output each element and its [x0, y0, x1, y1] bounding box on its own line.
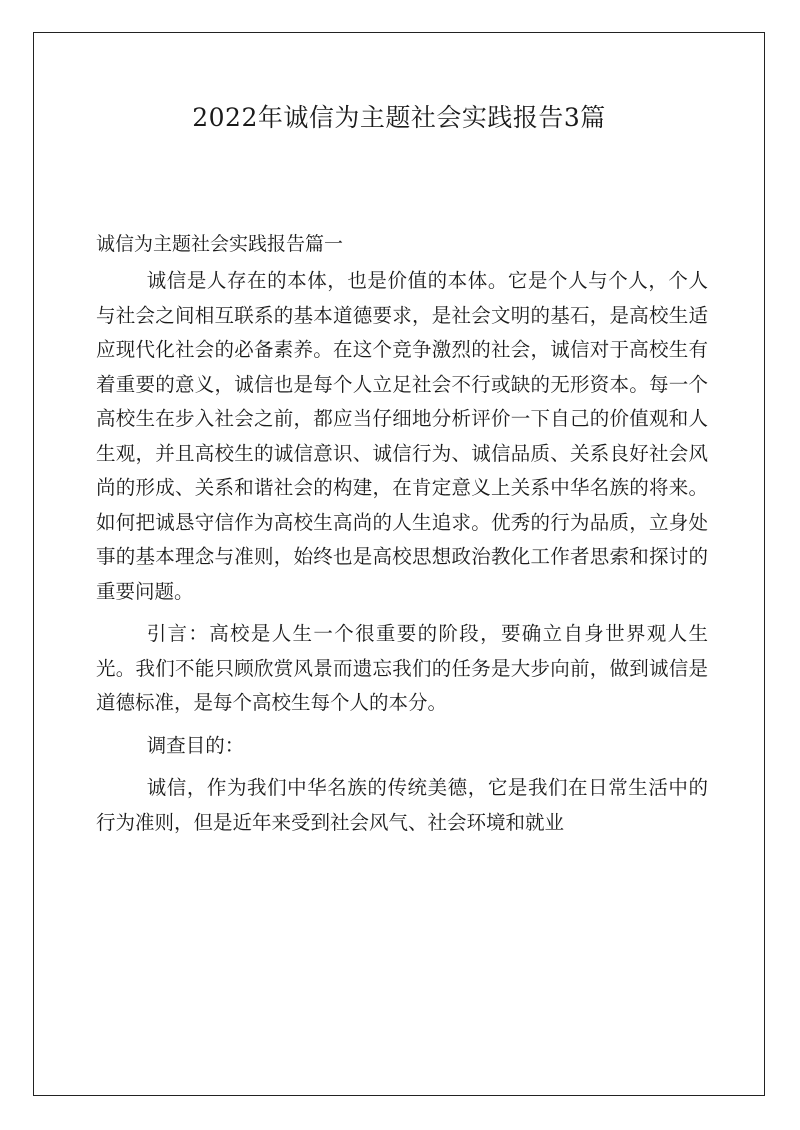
paragraph-preface: 引言：高校是人生一个很重要的阶段，要确立自身世界观人生光。我们不能只顾欣赏风景而遗忘我们的任务是大步向前，做到诚信是道德标准，是每个高校生每个人的本分。	[96, 622, 708, 714]
paragraph-purpose: 诚信，作为我们中华名族的传统美德，它是我们在日常生活中的行为准则，但是近年来受到社会风气、社会环境和就业	[96, 776, 708, 834]
section-heading: 诚信为主题社会实践报告篇一	[96, 233, 344, 255]
paragraph-intro: 诚信是人存在的本体，也是价值的本体。它是个人与个人，个人与社会之间相互联系的基本道德要求，是社会文明的基石，是高校生适应现代化社会的必备素养。在这个竞争激烈的社会，诚信对于高校生有着重要的意义，诚信也是每个人立足社会不行或缺的无形资本。每一个高校生在步入社会之前，都应当仔细地分析评价一下自己的价值观和人生观，并且高校生的诚信意识、诚信行为、诚信品质、关系良好社会风尚的形成、关系和谐社会的构建，在肯定意义上关系中华名族的将来。如何把诚恳守信作为高校生高尚的人生追求。优秀的行为品质，立身处事的基本理念与准则，始终也是高校思想政治教化工作者思索和探讨的重要问题。	[96, 269, 708, 603]
document-body	[96, 264, 708, 848]
paragraph-purpose-heading: 调查目的：	[146, 733, 245, 757]
document-title: 2022年诚信为主题社会实践报告3篇	[192, 103, 606, 132]
